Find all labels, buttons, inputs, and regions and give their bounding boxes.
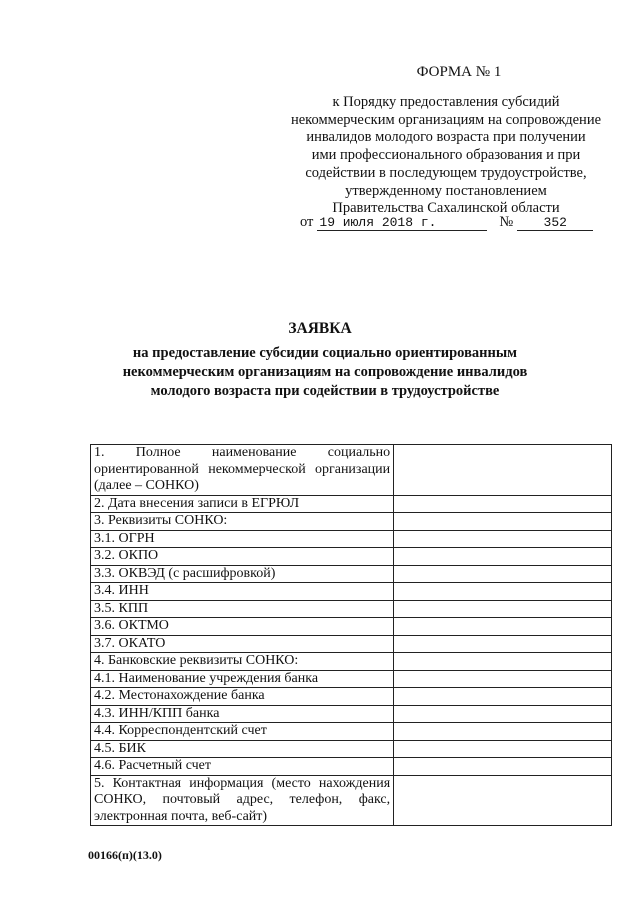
table-row bbox=[91, 670, 612, 688]
order-line: некоммерческим организациям на сопровождение bbox=[290, 111, 602, 128]
row-value[interactable] bbox=[394, 635, 612, 653]
application-table bbox=[90, 444, 612, 826]
decree-number: 352 bbox=[517, 215, 593, 231]
row-label: 3.2. ОКПО bbox=[91, 548, 394, 566]
subtitle-line: молодого возраста при содействии в трудоустройстве bbox=[150, 383, 500, 399]
row-label: 4.1. Наименование учреждения банка bbox=[91, 670, 394, 688]
table-row bbox=[91, 445, 612, 496]
document-title: ЗАЯВКА bbox=[288, 320, 352, 337]
table-row bbox=[91, 775, 612, 826]
document-subtitle bbox=[100, 344, 550, 401]
row-value[interactable] bbox=[394, 548, 612, 566]
row-value[interactable] bbox=[394, 670, 612, 688]
row-value[interactable] bbox=[394, 565, 612, 583]
row-label: 2. Дата внесения записи в ЕГРЮЛ bbox=[91, 495, 394, 513]
order-line: к Порядку предоставления субсидий bbox=[332, 94, 560, 110]
table-row bbox=[91, 548, 612, 566]
row-value[interactable] bbox=[394, 445, 612, 496]
row-value[interactable] bbox=[394, 723, 612, 741]
row-value[interactable] bbox=[394, 618, 612, 636]
row-label: 3.7. ОКАТО bbox=[91, 635, 394, 653]
row-label: 4.4. Корреспондентский счет bbox=[91, 723, 394, 741]
row-label: 4.5. БИК bbox=[91, 740, 394, 758]
row-value[interactable] bbox=[394, 705, 612, 723]
table-row bbox=[91, 723, 612, 741]
row-label: 4. Банковские реквизиты СОНКО: bbox=[91, 653, 394, 671]
document-code: 00166(п)(13.0) bbox=[88, 848, 162, 862]
order-line: ими профессионального образования и при bbox=[311, 147, 581, 164]
row-label: 3. Реквизиты СОНКО: bbox=[91, 513, 394, 531]
row-value[interactable] bbox=[394, 653, 612, 671]
table-row bbox=[91, 618, 612, 636]
row-label: 4.6. Расчетный счет bbox=[91, 758, 394, 776]
order-line: утвержденному постановлением bbox=[345, 182, 547, 199]
table-row bbox=[91, 635, 612, 653]
form-number: ФОРМА № 1 bbox=[416, 64, 502, 80]
row-value[interactable] bbox=[394, 688, 612, 706]
date-prefix: от bbox=[300, 214, 314, 230]
table-row bbox=[91, 495, 612, 513]
table-row bbox=[91, 758, 612, 776]
number-sign: № bbox=[499, 214, 514, 230]
table-row bbox=[91, 513, 612, 531]
table-row bbox=[91, 600, 612, 618]
row-label: 3.1. ОГРН bbox=[91, 530, 394, 548]
table-row bbox=[91, 530, 612, 548]
row-value[interactable] bbox=[394, 583, 612, 601]
row-value[interactable] bbox=[394, 600, 612, 618]
row-label: 3.4. ИНН bbox=[91, 583, 394, 601]
row-label: 3.5. КПП bbox=[91, 600, 394, 618]
order-line: содействии в последующем трудоустройстве, bbox=[305, 164, 587, 181]
subtitle-line: на предоставление субсидии социально ориентированным bbox=[132, 345, 518, 361]
row-label: 1. Полное наименование социально ориентированной некоммерческой организации (далее – СОНКО) bbox=[91, 445, 394, 496]
row-label: 5. Контактная информация (место нахождения СОНКО, почтовый адрес, телефон, факс, электронная почта, веб-сайт) bbox=[91, 775, 394, 826]
row-value[interactable] bbox=[394, 495, 612, 513]
row-value[interactable] bbox=[394, 775, 612, 826]
row-label: 3.3. ОКВЭД (с расшифровкой) bbox=[91, 565, 394, 583]
order-reference bbox=[286, 94, 606, 218]
row-value[interactable] bbox=[394, 740, 612, 758]
row-value[interactable] bbox=[394, 513, 612, 531]
subtitle-line: некоммерческим организациям на сопровождение инвалидов bbox=[122, 364, 528, 380]
row-label: 4.2. Местонахождение банка bbox=[91, 688, 394, 706]
table-row bbox=[91, 740, 612, 758]
table-row bbox=[91, 565, 612, 583]
order-line: инвалидов молодого возраста при получении bbox=[306, 129, 586, 146]
decree-date: 19 июля 2018 г. bbox=[317, 215, 487, 231]
table-row bbox=[91, 653, 612, 671]
row-value[interactable] bbox=[394, 530, 612, 548]
row-value[interactable] bbox=[394, 758, 612, 776]
table-row bbox=[91, 705, 612, 723]
decree-date-line bbox=[300, 214, 593, 231]
order-line: Правительства Сахалинской области bbox=[332, 200, 560, 217]
table-row bbox=[91, 688, 612, 706]
row-label: 3.6. ОКТМО bbox=[91, 618, 394, 636]
table-row bbox=[91, 583, 612, 601]
row-label: 4.3. ИНН/КПП банка bbox=[91, 705, 394, 723]
